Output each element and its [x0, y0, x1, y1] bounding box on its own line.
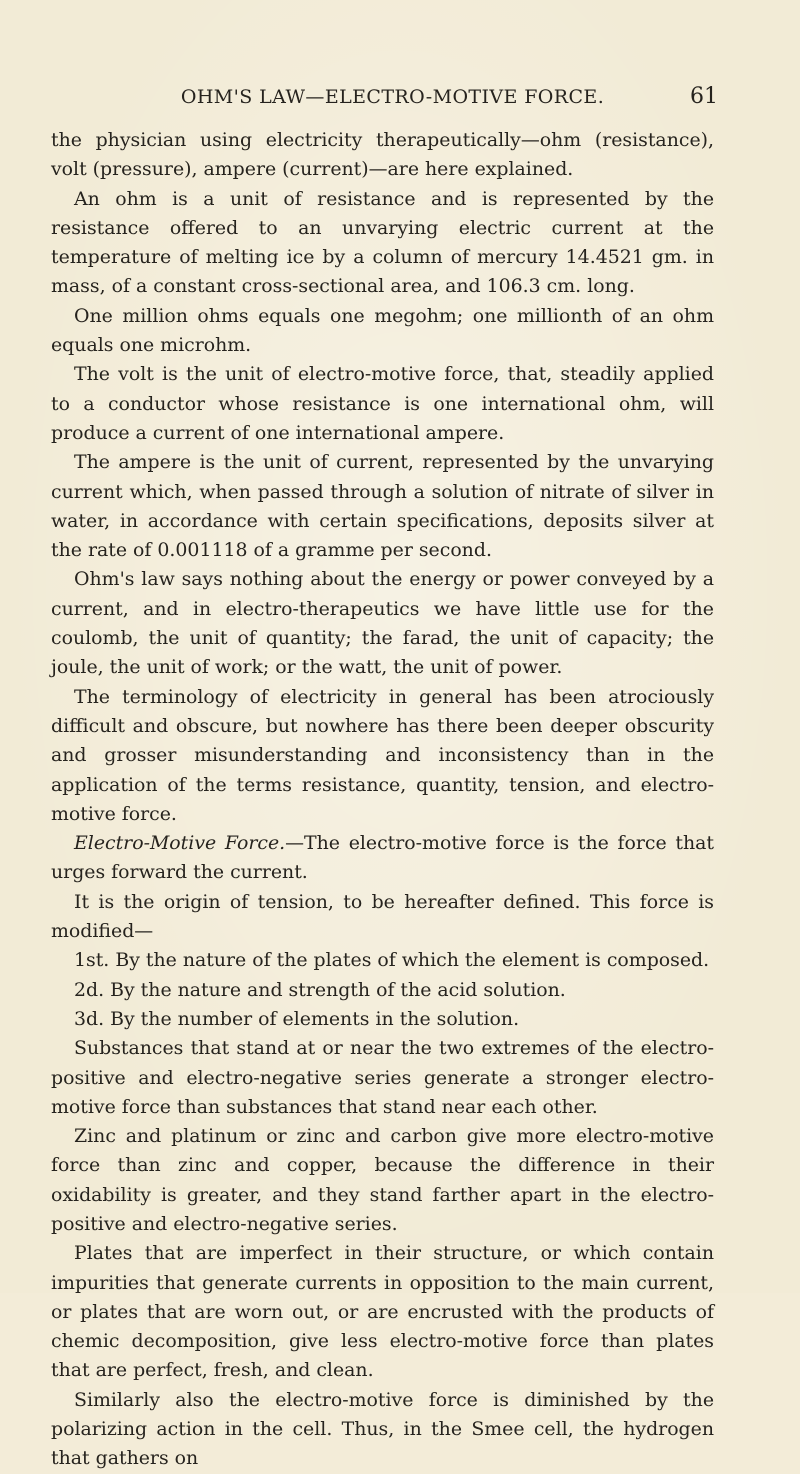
running-head: OHM'S LAW—ELECTRO-MOTIVE FORCE. — [180, 86, 605, 108]
paragraph-ohm-definition: An ohm is a unit of resistance and is represented by the resistance offered to an unvarying electric current at the temperature of melting ice by a column of mercury 14.4521 gm. in mass, of a constant cross-sectional area, and 106.3 cm. long. — [51, 187, 714, 298]
paragraph-polarizing: Similarly also the electro-motive force is diminished by the polarizing action in the cell. Thus, in the Smee cell, the hydrogen that gathers on — [51, 1388, 714, 1470]
emf-definition: —The electro-motive force is the force that urges forward the current. — [51, 832, 714, 884]
paragraph-volt-definition: The volt is the unit of electro-motive force, that, steadily applied to a conductor whose resistance is one international ohm, will produce a current of one international ampere. — [51, 363, 714, 444]
paragraph-ohms-law: Ohm's law says nothing about the energy or power conveyed by a current, and in electro-therapeutics we have little use for the coulomb, the unit of quantity; the farad, the unit of capacity; the joule, the unit of work; or the watt, the unit of power. — [51, 568, 714, 679]
paragraph-tension-origin: It is the origin of tension, to be hereafter defined. This force is modified— — [51, 890, 714, 943]
paragraph-emf-heading — [51, 829, 714, 888]
paragraph-imperfect-plates: Plates that are imperfect in their structure, or which contain impurities that generate currents in opposition to the main current, or plates that are worn out, or are encrusted with the products of chemic decomposition, give less electro-motive force than plates that are perfect, fresh, and clean. — [51, 1242, 714, 1382]
body-text — [51, 126, 714, 1474]
paragraph-series-extremes: Substances that stand at or near the two extremes of the electro-positive and electro-negative series generate a stronger electro-motive force than substances that stand near each other. — [51, 1037, 714, 1118]
paragraph-zinc-platinum: Zinc and platinum or zinc and carbon give more electro-motive force than zinc and copper, because the difference in their oxidability is greater, and they stand farther apart in the electro-positive and electro-negative series. — [51, 1125, 714, 1235]
paragraph-terminology: The terminology of electricity in general has been atrociously difficult and obscure, but nowhere has there been deeper obscurity and grosser misunderstanding and inconsistency than in the application of the terms resistance, quantity, tension, and electro-motive force. — [51, 685, 714, 825]
page-number: 61 — [690, 84, 718, 109]
page-header — [51, 84, 718, 116]
paragraph-ampere-definition: The ampere is the unit of current, represented by the unvarying current which, when passed through a solution of nitrate of silver in water, in accordance with certain specifications, deposits silver at the rate of 0.001118 of a gramme per second. — [51, 451, 714, 562]
section-heading-emf: Electro-Motive Force. — [74, 832, 286, 855]
paragraph-megohm: One million ohms equals one megohm; one millionth of an ohm equals one microhm. — [51, 304, 714, 357]
list-item-3: 3d. By the number of elements in the solution. — [74, 1007, 520, 1030]
paragraph-1: the physician using electricity therapeutically—ohm (resistance), volt (pressure), ampere (current)—are here explained. — [51, 129, 714, 181]
list-item-2: 2d. By the nature and strength of the acid solution. — [74, 978, 566, 1001]
list-item-1: 1st. By the nature of the plates of which the element is composed. — [74, 949, 710, 972]
